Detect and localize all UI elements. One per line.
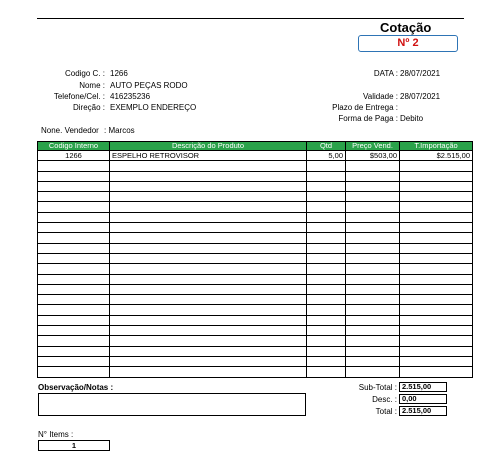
cell-code (38, 367, 110, 377)
table-row (38, 264, 473, 274)
cell-code (38, 346, 110, 356)
total-value: 2.515,00 (399, 406, 447, 416)
table-row (38, 284, 473, 294)
cell-price: $503,00 (346, 151, 400, 161)
cell-code (38, 212, 110, 222)
cell-total (400, 233, 473, 243)
cell-total (400, 161, 473, 171)
discount-label: Desc. : (372, 395, 397, 404)
cell-description (110, 253, 307, 263)
cell-code: 1266 (38, 151, 110, 161)
date-value: 28/07/2021 (400, 69, 441, 78)
cell-qty (307, 202, 346, 212)
cell-total: $2.515,00 (400, 151, 473, 161)
cell-description (110, 181, 307, 191)
cell-qty (307, 233, 346, 243)
cell-total (400, 212, 473, 222)
items-count-label: N° Items : (38, 430, 74, 439)
cell-qty (307, 336, 346, 346)
items-count-value: 1 (38, 440, 110, 451)
top-divider (37, 18, 464, 19)
table-row (38, 315, 473, 325)
client-code-value: 1266 (110, 69, 128, 78)
cell-code (38, 253, 110, 263)
cell-total (400, 295, 473, 305)
cell-total (400, 181, 473, 191)
cell-total (400, 253, 473, 263)
cell-price (346, 315, 400, 325)
cell-description (110, 346, 307, 356)
cell-qty (307, 171, 346, 181)
subtotal-value: 2.515,00 (399, 382, 447, 392)
cell-code (38, 284, 110, 294)
subtotal-label: Sub-Total : (358, 383, 397, 392)
table-row (38, 356, 473, 366)
cell-description (110, 284, 307, 294)
cell-description (110, 336, 307, 346)
cell-total (400, 274, 473, 284)
cell-qty (307, 243, 346, 253)
seller-label: None. Vendedor (41, 126, 99, 135)
cell-description (110, 161, 307, 171)
cell-description (110, 171, 307, 181)
cell-price (346, 295, 400, 305)
table-row (38, 326, 473, 336)
client-phone-value: 416235236 (110, 92, 151, 101)
cell-price (346, 367, 400, 377)
cell-price (346, 274, 400, 284)
cell-qty (307, 295, 346, 305)
table-row (38, 151, 473, 161)
cell-qty (307, 274, 346, 284)
cell-qty (307, 346, 346, 356)
cell-price (346, 356, 400, 366)
cell-code (38, 274, 110, 284)
cell-description (110, 326, 307, 336)
table-row (38, 305, 473, 315)
cell-price (346, 253, 400, 263)
cell-description (110, 202, 307, 212)
cell-description (110, 192, 307, 202)
table-row (38, 202, 473, 212)
cell-code (38, 243, 110, 253)
table-row (38, 212, 473, 222)
table-row (38, 171, 473, 181)
cell-price (346, 346, 400, 356)
cell-total (400, 264, 473, 274)
cell-description (110, 223, 307, 233)
quote-number-badge: Nº 2 (358, 35, 458, 52)
cell-qty (307, 367, 346, 377)
cell-price (346, 305, 400, 315)
client-name-label: Nome : (79, 81, 105, 90)
table-row (38, 336, 473, 346)
cell-description (110, 243, 307, 253)
cell-description (110, 274, 307, 284)
cell-price (346, 181, 400, 191)
cell-price (346, 233, 400, 243)
table-row (38, 243, 473, 253)
cell-price (346, 284, 400, 294)
cell-code (38, 315, 110, 325)
cell-price (346, 264, 400, 274)
cell-total (400, 315, 473, 325)
client-address-label: Direção : (72, 103, 105, 112)
table-row (38, 181, 473, 191)
cell-price (346, 336, 400, 346)
cell-description (110, 295, 307, 305)
client-code-label: Codigo C. : (64, 69, 105, 78)
cell-price (346, 223, 400, 233)
table-row (38, 346, 473, 356)
cell-code (38, 181, 110, 191)
column-header-description: Descrição do Produto (110, 142, 307, 151)
cell-description (110, 305, 307, 315)
table-row (38, 223, 473, 233)
table-row (38, 233, 473, 243)
cell-code (38, 356, 110, 366)
cell-qty (307, 356, 346, 366)
cell-qty (307, 161, 346, 171)
cell-description (110, 367, 307, 377)
cell-qty (307, 223, 346, 233)
table-row (38, 367, 473, 377)
cell-total (400, 192, 473, 202)
table-row (38, 192, 473, 202)
column-header-price: Preço Vend. (346, 142, 400, 151)
cell-price (346, 192, 400, 202)
table-header-row (38, 142, 473, 151)
delivery-label: Plazo de Entrega : (332, 103, 398, 112)
cell-qty (307, 326, 346, 336)
cell-qty (307, 181, 346, 191)
client-address-value: EXEMPLO ENDEREÇO (110, 103, 197, 112)
cell-qty (307, 264, 346, 274)
cell-qty (307, 315, 346, 325)
validity-label: Validade : (363, 92, 398, 101)
date-label: DATA : (373, 69, 398, 78)
cell-price (346, 326, 400, 336)
cell-total (400, 356, 473, 366)
cell-price (346, 243, 400, 253)
cell-total (400, 243, 473, 253)
cell-description (110, 264, 307, 274)
table-row (38, 295, 473, 305)
cell-qty (307, 284, 346, 294)
total-label: Total : (375, 407, 397, 416)
table-body (38, 151, 473, 378)
cell-qty (307, 253, 346, 263)
column-header-code: Codigo Interno (38, 142, 110, 151)
cell-total (400, 202, 473, 212)
discount-value: 0,00 (399, 394, 447, 404)
cell-price (346, 202, 400, 212)
cell-price (346, 171, 400, 181)
table-row (38, 274, 473, 284)
cell-qty (307, 305, 346, 315)
cell-price (346, 161, 400, 171)
cell-qty (307, 192, 346, 202)
cell-code (38, 223, 110, 233)
payment-label: Forma de Paga : (338, 114, 398, 123)
cell-qty: 5,00 (307, 151, 346, 161)
cell-code (38, 326, 110, 336)
cell-total (400, 171, 473, 181)
cell-total (400, 223, 473, 233)
table-row (38, 253, 473, 263)
cell-code (38, 202, 110, 212)
cell-total (400, 326, 473, 336)
client-phone-label: Telefone/Cel. : (53, 92, 105, 101)
table-row (38, 161, 473, 171)
cell-price (346, 212, 400, 222)
cell-qty (307, 212, 346, 222)
cell-code (38, 171, 110, 181)
notes-label: Observação/Notas : (38, 383, 114, 392)
payment-value: Debito (400, 114, 424, 123)
cell-description: ESPELHO RETROVISOR (110, 151, 307, 161)
client-name-value: AUTO PEÇAS RODO (110, 81, 188, 90)
cell-description (110, 233, 307, 243)
cell-total (400, 305, 473, 315)
cell-description (110, 315, 307, 325)
cell-code (38, 233, 110, 243)
cell-total (400, 367, 473, 377)
notes-field[interactable] (38, 393, 306, 416)
cell-code (38, 295, 110, 305)
cell-code (38, 264, 110, 274)
cell-code (38, 161, 110, 171)
cell-code (38, 305, 110, 315)
document-title: Cotação (380, 20, 432, 35)
validity-value: 28/07/2021 (400, 92, 441, 101)
column-header-qty: Qtd (307, 142, 346, 151)
cell-total (400, 284, 473, 294)
cell-total (400, 346, 473, 356)
items-table (37, 141, 473, 378)
cell-code (38, 192, 110, 202)
cell-description (110, 356, 307, 366)
cell-total (400, 336, 473, 346)
cell-description (110, 212, 307, 222)
seller-value: : Marcos (104, 126, 135, 135)
cell-code (38, 336, 110, 346)
column-header-total: T.Importação (400, 142, 473, 151)
